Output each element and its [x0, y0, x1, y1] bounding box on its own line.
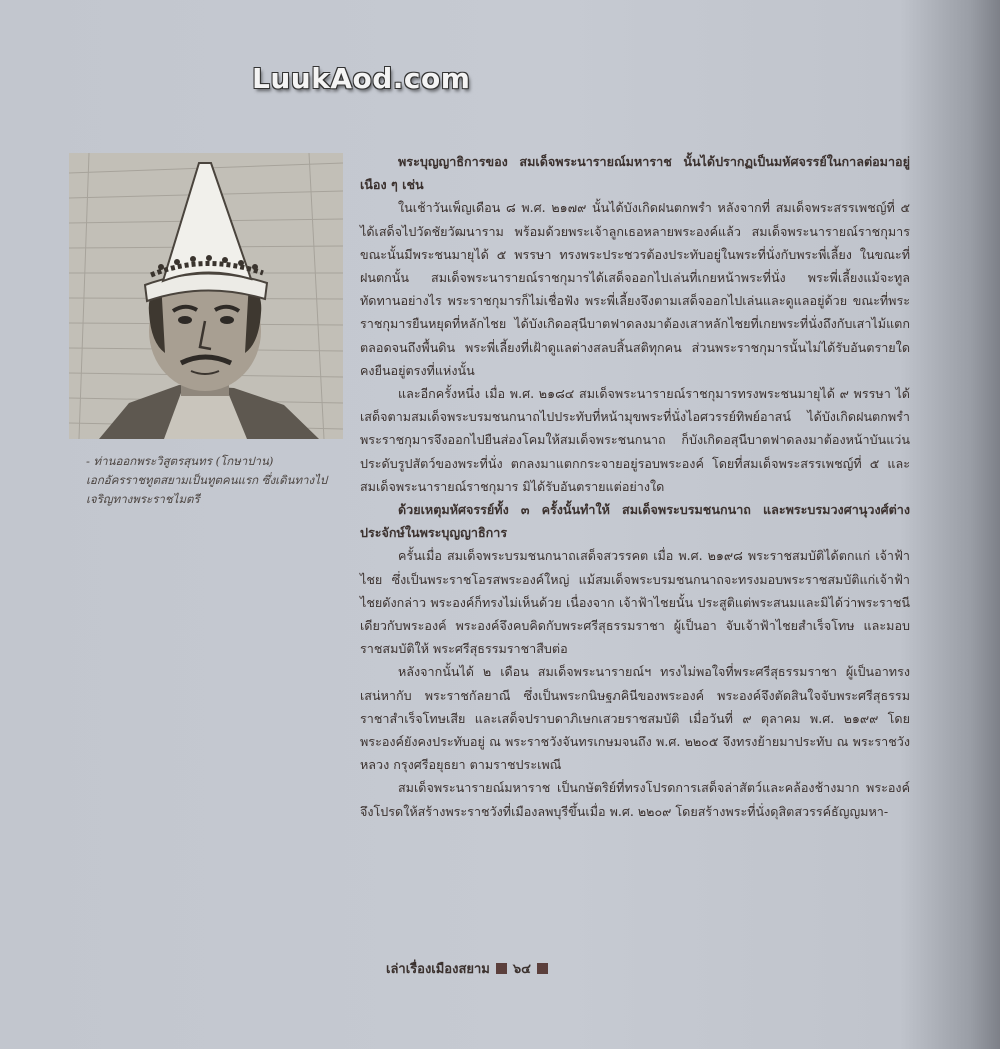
square-icon	[537, 963, 548, 974]
footer-book-title: เล่าเรื่องเมืองสยาม	[386, 962, 490, 977]
paragraph: พระบุญญาธิการของ สมเด็จพระนารายณ์มหาราช นั้นได้ปรากฏเป็นมหัศจรรย์ในกาลต่อมาอยู่เนือง ๆ เช่น	[360, 154, 910, 193]
paragraph: สมเด็จพระนารายณ์มหาราช เป็นกษัตริย์ที่ทรงโปรดการเสด็จล่าสัตว์และคล้องช้างมาก พระองค์จึงโปรดให้สร้างพระราชวังที่เมืองลพบุรีขึ้นเมื่อ พ.ศ. ๒๒๐๙ โดยสร้างพระที่นั่งดุสิตสวรรค์ธัญญมหา-	[360, 780, 910, 819]
portrait-caption: - ท่านออกพระวิสูตรสุนทร (โกษาปาน) เอกอัครราชทูตสยามเป็นทูตคนแรก ซึ่งเดินทางไปเจริญทางพระราชไมตรี	[86, 454, 328, 506]
paragraph: และอีกครั้งหนึ่ง เมื่อ พ.ศ. ๒๑๘๔ สมเด็จพระนารายณ์ราชกุมารทรงพระชนมายุได้ ๙ พรรษา ได้เสด็จตามสมเด็จพระบรมชนกนาถไปประทับที่หน้ามุขพระที่นั่งไอศวรรย์ทิพย์อาสน์ ได้บังเกิดฝนตกพรำ พระราชกุมารจึงออกไปยืนส่องโคมให้สมเด็จพระชนกนาถ ก็บังเกิดอสุนีบาตฟาดลงมาต้องหน้าบันแว่นประดับรูปสัตว์ของพระที่นั่ง ตกลงมาแตกกระจายอยู่รอบพระองค์ โดยที่สมเด็จพระสรรเพชญ์ที่ ๕ และสมเด็จพระนารายณ์ราชกุมาร มิได้รับอันตรายแต่อย่างใด	[360, 386, 910, 494]
main-text	[360, 150, 910, 823]
paragraph: ครั้นเมื่อ สมเด็จพระบรมชนกนาถเสด็จสวรรคต เมื่อ พ.ศ. ๒๑๙๘ พระราชสมบัติได้ตกแก่ เจ้าฟ้าไชย ซึ่งเป็นพระราชโอรสพระองค์ใหญ่ แม้สมเด็จพระบรมชนกนาถจะทรงมอบพระราชสมบัติแก่เจ้าฟ้าไชยดังกล่าว พระองค์ก็ทรงไม่เห็นด้วย เนื่องจาก เจ้าฟ้าไชยนั้น ประสูติแต่พระสนมและมิได้ว่าพระราชนีเดียวกับพระองค์ พระองค์จึงคบคิดกับพระศรีสุธรรมราชา ผู้เป็นอา จับเจ้าฟ้าไชยสำเร็จโทษ และมอบราชสมบัติให้ พระศรีสุธรรมราชาสืบต่อ	[360, 548, 910, 657]
square-icon	[496, 963, 507, 974]
portrait-illustration	[69, 153, 343, 439]
paragraph: ในเช้าวันเพ็ญเดือน ๘ พ.ศ. ๒๑๗๙ นั้นได้บังเกิดฝนตกพรำ หลังจากที่ สมเด็จพระสรรเพชญ์ที่ ๕ ได้เสด็จไปวัดชัยวัฒนาราม พร้อมด้วยพระเจ้าลูกเธอหลายพระองค์แล้ว สมเด็จพระนารายณ์ราชกุมาร ขณะนั้นมีพระชนมายุได้ ๕ พรรษา ทรงพระประชวรต้องประทับอยู่ในพระที่นั่งกับพระพี่เลี้ยง ในขณะที่ฝนตกนั้น สมเด็จพระนารายณ์ราชกุมารได้เสด็จออกไปเล่นที่เกยหน้าพระที่นั่ง พระพี่เลี้ยงแม้จะทูลทัดทานอย่างไร พระราชกุมารก็ไม่เชื่อฟัง พระพี่เลี้ยงจึงตามเสด็จออกไปเล่นและดูแลอยู่ด้วย ขณะที่พระราชกุมารยืนหยุดที่หลักไชย ได้บังเกิดอสุนีบาตฟาดลงมาต้องเสาหลักไชยที่เกยพระที่นั่งถึงกับเสาไม้แตกตลอดจนถึงพื้นดิน พระพี่เลี้ยงที่เฝ้าดูแลต่างสลบสิ้นสติทุกคน ส่วนพระราชกุมารนั้นไม่ได้รับอันตรายใดคงยืนอยู่ตรงที่แห่งนั้น	[360, 200, 910, 378]
paragraph: หลังจากนั้นได้ ๒ เดือน สมเด็จพระนารายณ์ฯ ทรงไม่พอใจที่พระศรีสุธรรมราชา ผู้เป็นอาทรงเสน่หากับ พระราชกัลยาณี ซึ่งเป็นพระกนิษฐภคินีของพระองค์ พระองค์จึงตัดสินใจจับพระศรีสุธรรมราชาสำเร็จโทษเสีย และเสด็จปราบดาภิเษกเสวยราชสมบัติ เมื่อวันที่ ๙ ตุลาคม พ.ศ. ๒๑๙๙ โดยพระองค์ยังคงประทับอยู่ ณ พระราชวังจันทรเกษมจนถึง พ.ศ. ๒๒๐๕ จึงทรงย้ายมาประทับ ณ พระราชวังหลวง กรุงศรีอยุธยา ตามราชประเพณี	[360, 664, 910, 773]
page-footer	[386, 958, 548, 979]
watermark-logo: LuukAod.com	[252, 62, 471, 95]
paragraph: ด้วยเหตุมหัศจรรย์ทั้ง ๓ ครั้งนั้นทำให้ สมเด็จพระบรมชนกนาถ และพระบรมวงศานุวงศ์ต่างประจักษ์ในพระบุญญาธิการ	[360, 502, 910, 541]
page-number: ๖๔	[512, 962, 531, 977]
portrait-drawing	[69, 153, 343, 439]
